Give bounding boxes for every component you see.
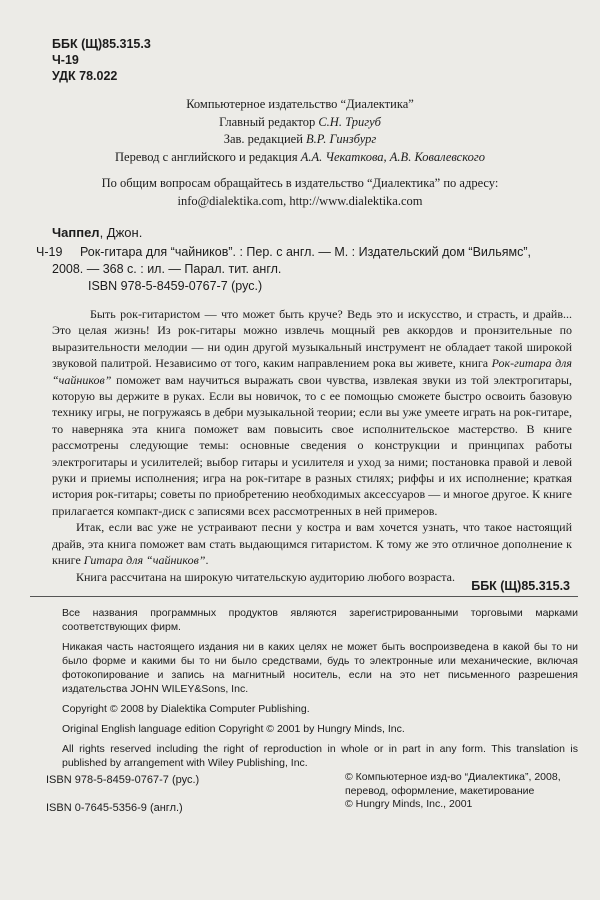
chief-editor-label: Главный редактор [219,114,316,129]
contact-line: По общим вопросам обращайтесь в издательство “Диалектика” по адресу: [101,176,499,190]
annotation [52,306,572,585]
head-editor-label: Зав. редакцией [223,132,303,146]
copyright-block [345,771,561,812]
copyright-line-1: © Компьютерное изд-во “Диалектика”, 2008, [345,771,561,783]
annotation-p2-title: Гитара для “чайников” [83,553,206,568]
udk-code: УДК 78.022 [52,69,118,83]
contact-address[interactable]: info@dialektika.com, http://www.dialektika.com [177,193,423,208]
head-editor-name: В.Р. Гинзбург [306,132,377,146]
copyright-original: Original English language edition Copyright © 2001 by Hungry Minds, Inc. [62,723,405,735]
translation-credit [0,149,600,167]
catalog-entry [36,244,576,296]
copyright-line-3: © Hungry Minds, Inc., 2001 [345,798,473,810]
catalog-code: Ч-19 [36,245,63,259]
annotation-p1-title: Рок-гитара для “чайников” [52,356,572,387]
isbn-block [46,773,199,829]
annotation-p1-end: поможет вам научиться выражать свои чувства, извлекая звуки из той электрогитары, которую вы держите в руках. Если вы новичок, то с ее помощью сможете быстро освоить базовую технику игры, не погружаясь в дебри музыкальной теории; если вы уже умеете играть на рок-гитаре, то наверняка эта книга поможет вам повысить свое исполнительское мастерство. В книге рассмотрены следующие темы: основные сведения о конструкции и принципах работы электрогитары и усилителей; выбор гитары и усилителя и уход за ними; постановка правой и левой руки и приемы исполнения; игра на рок-гитаре в разных стилях; риффы и их исполнение; краткая история рок-гитары; советы по приобретению необходимых аксессуаров — и многое другое. К книге прилагается компакт-диск с записями всех рассмотренных в ней примеров. [52,372,572,518]
translation-names: А.А. Чекаткова, А.В. Ковалевского [300,149,485,164]
annotation-paragraph-3: Книга рассчитана на широкую читательскую аудиторию любого возраста. [76,569,455,584]
trademarks-note: Все названия программных продуктов являются зарегистрированными торговыми марками соответствующих фирм. [62,607,578,633]
isbn-en: ISBN 0-7645-5356-9 (англ.) [46,802,183,814]
author-given: , Джон. [99,225,143,240]
annotation-p1-start: Быть рок-гитаристом — что может быть круче? Ведь это и искусство, и страсть, и драйв... Это целая жизнь! Из рок-гитары можно извлечь мощный рев аккордов и пронзительные по выразительности мелодии — ни один другой музыкальный инструмент не обладает такой широкой звуковой палитрой. Независимо от того, каким направлением рока вы живете, книга [52,307,572,371]
copyright-line-2: перевод, оформление, макетирование [345,784,535,797]
annotation-p2-start: Итак, если вас уже не устраивают песни у костра и вам хочется узнать, что такое настоящий драйв, эта книга поможет вам стать выдающимся гитаристом. К тому же это отличное дополнение к книге [52,520,572,568]
annotation-p2-end: . [205,553,209,568]
publisher-block [0,96,600,210]
copyright-ru: Copyright © 2008 by Dialektika Computer Publishing. [62,703,310,715]
isbn-ru: ISBN 978-5-8459-0767-7 (рус.) [46,774,200,786]
catalog-isbn: ISBN 978-5-8459-0767-7 (рус.) [88,279,263,293]
author-surname: Чаппел [52,225,100,240]
publisher-house: Компьютерное издательство “Диалектика” [186,97,414,111]
legal-block [62,606,578,776]
translation-label: Перевод с английского и редакция [115,149,298,164]
annotation-paragraph-1 [52,306,572,519]
bbk-code: ББК (Щ)85.315.3 [52,37,151,51]
chief-editor-name: С.Н. Тригуб [318,114,381,129]
annotation-paragraph-2 [52,519,572,568]
classification-block [52,36,151,84]
bbk-bottom: ББК (Щ)85.315.3 [471,579,570,593]
head-editor [0,131,600,149]
no-copy-note: Никакая часть настоящего издания ни в каких целях не может быть воспроизведена в какой бы то ни было форме и какими бы то ни было средствами, будь то электронные или механические, включая фотокопирование и запись на магнитный носитель, если на это нет письменного разрешения издательства JOHN WILEY&Sons, Inc. [62,641,578,695]
author-heading [52,225,142,240]
rights-note: All rights reserved including the right of reproduction in whole or in part in any form. This translation is published by arrangement with Wiley Publishing, Inc. [62,743,578,769]
catalog-line-1: Рок-гитара для “чайников”. : Пер. с англ. — М. : Издательский дом “Вильямс”, [80,245,531,259]
author-mark: Ч-19 [52,53,79,67]
chief-editor [0,114,600,132]
catalog-line-2: 2008. — 368 с. : ил. — Парал. тит. англ. [52,262,282,276]
divider [30,596,578,597]
